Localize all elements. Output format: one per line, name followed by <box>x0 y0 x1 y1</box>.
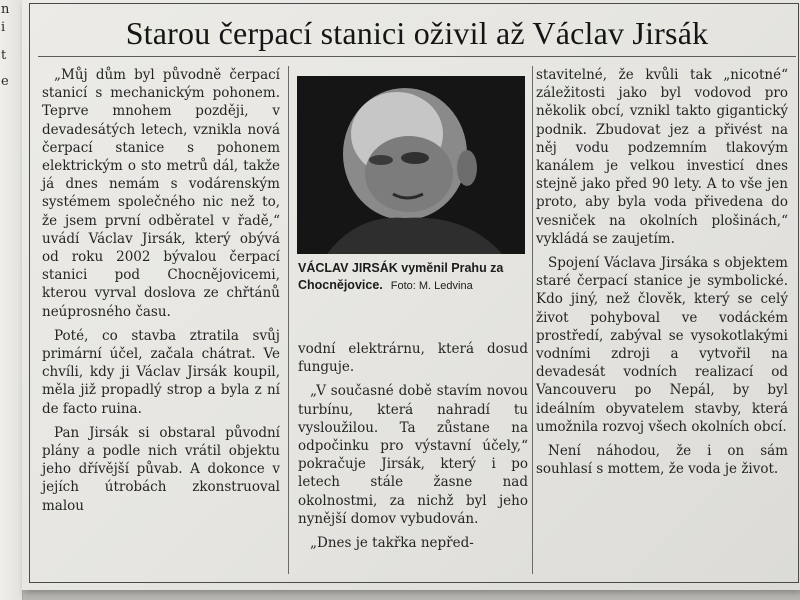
photo-credit: Foto: M. Ledvina <box>390 280 473 292</box>
newspaper-clipping <box>22 0 800 590</box>
prev-page-mark: t <box>1 48 7 63</box>
paragraph: vodní elektrárnu, která dosud funguje. <box>298 341 528 376</box>
paragraph: „V současné době stavím novou turbínu, která nahradí tu vysloužilou. Ta zůstane na odpočinku pro výstavní účely,“ pokračuje Jirsák, který i po letech stále žasne nad okolnostmi, za nichž byl jeho nynější domov vybudován. <box>298 383 528 527</box>
paragraph: Není náhodou, že i on sám souhlasí s mottem, že voda je život. <box>536 443 788 478</box>
paragraph: „Dnes je takřka nepřed- <box>310 535 474 552</box>
paragraph: „Můj dům byl původně čerpací stanicí s mechanickým pohonem. Teprve mnohem později, v devadesátých letech, vznikla nová čerpací stanice s pohonem elektrickým o sto metrů dál, takže já dnes nemám s vodárenským systémem společného nic než to, že jsem první odběratel v řadě,“ uvádí Václav Jirsák, který obývá od roku 2002 bývalou čerpací stanici pod Chocnějovicemi, kterou vyrval doslova ze chřtánů neúprosného času. <box>42 67 280 320</box>
article-column-1 <box>42 66 280 521</box>
prev-page-mark: i <box>1 20 6 35</box>
prev-page-mark: e <box>1 74 9 89</box>
paragraph: Spojení Václava Jirsáka s objektem staré čerpací stanice je symbolické. Kdo jiný, než člověk, který se celý život pohyboval ve vodáckém prostředí, zabýval se vysokotlakými vodními zdroji a vytvořil na devadesát vodních realizací od Vancouveru po Nepál, by byl ideálním obyvatelem stavby, která umožnila rozvoj všech okolních obcí. <box>536 255 788 435</box>
article-frame <box>29 3 799 583</box>
paragraph: Pan Jirsák si obstaral původní plány a podle nich vrátil objektu jeho dřívější půvab. A dokonce v jejích útrobách zkonstruoval malou <box>42 424 280 514</box>
article-column-2 <box>298 340 528 558</box>
article-column-3 <box>536 66 788 484</box>
article-headline: Starou čerpací stanici oživil až Václav Jirsák <box>38 10 796 57</box>
portrait-illustration <box>297 76 525 254</box>
portrait-photo <box>297 76 525 254</box>
column-rule <box>532 66 533 574</box>
photo-caption <box>298 260 530 295</box>
column-rule <box>288 66 289 574</box>
paragraph: stavitelné, že kvůli tak „nicotné“ záležitosti jako byl vodovod pro několik obcí, vznikl takto gigantický podnik. Zbudovat jez a přivést na něj vodu podzemním tlakovým kanálem je velkou investicí dnes stejně jako před 90 lety. A to vše jen proto, aby byla voda přivedena do vesniček na okolních plošinách,“ vykládá se zaujetím. <box>536 67 788 247</box>
previous-page-edge <box>0 0 23 600</box>
prev-page-mark: n <box>1 2 10 17</box>
paragraph: Poté, co stavba ztratila svůj primární účel, začala chátrat. Ve chvíli, kdy ji Václav Jirsák koupil, měla již propadlý strop a byla z ní de facto ruina. <box>42 327 280 417</box>
caption-text: VÁCLAV JIRSÁK vyměnil Prahu za Chocnějovice. <box>298 261 504 292</box>
